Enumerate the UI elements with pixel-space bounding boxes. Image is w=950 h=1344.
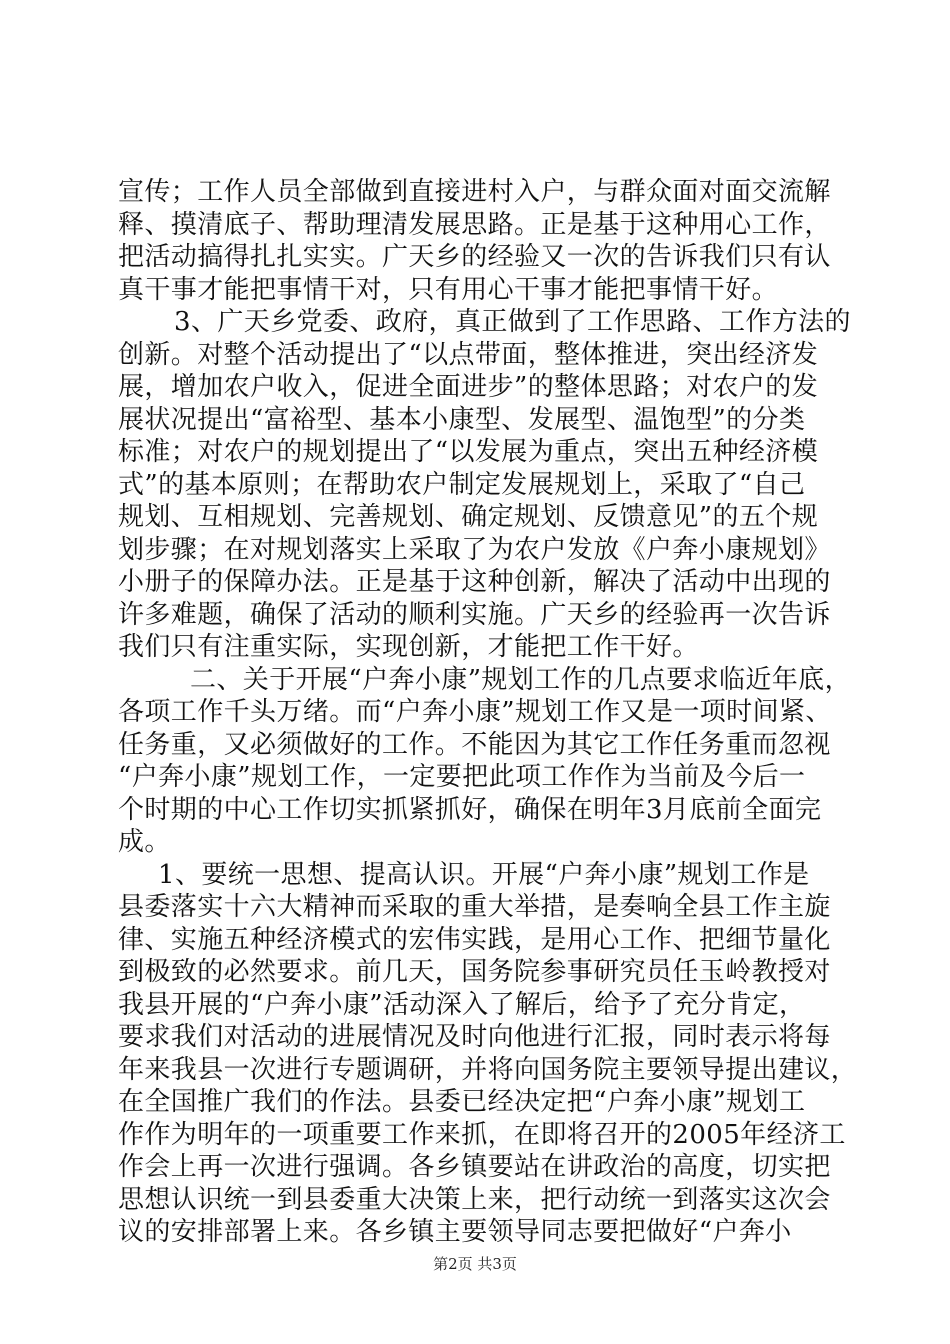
paragraph-line: 在全国推广我们的作法。县委已经决定把“户奔小康”规划工: [118, 1087, 806, 1117]
paragraph-line: 把活动搞得扎扎实实。广天乡的经验又一次的告诉我们只有认: [118, 242, 831, 272]
paragraph-line: 律、实施五种经济模式的宏伟实践，是用心工作、把细节量化: [118, 924, 831, 955]
page-number-footer: 第2页 共3页: [433, 1255, 517, 1273]
paragraph-line: 个时期的中心工作切实抓紧抓好，确保在明年3月底前全面完: [118, 794, 822, 825]
paragraph-line: 规划、互相规划、完善规划、确定规划、反馈意见”的五个规: [118, 502, 819, 532]
paragraph-line: 创新。对整个活动提出了“以点带面，整体推进，突出经济发: [118, 339, 819, 370]
paragraph-line: 议的安排部署上来。各乡镇主要领导同志要把做好“户奔小: [118, 1217, 792, 1247]
paragraph-line: 县委落实十六大精神而采取的重大举措，是奏响全县工作主旋: [118, 892, 831, 922]
paragraph-line: 我县开展的“户奔小康”活动深入了解后，给予了充分肯定，: [118, 989, 806, 1020]
section-heading-line: 二、关于开展“户奔小康”规划工作的几点要求临近年底，: [190, 664, 851, 695]
paragraph-line: 任务重，又必须做好的工作。不能因为其它工作任务重而忽视: [118, 729, 831, 760]
paragraph-line: 1、要统一思想、提高认识。开展“户奔小康”规划工作是: [158, 859, 810, 890]
paragraph-line: 要求我们对活动的进展情况及时向他进行汇报，同时表示将每: [118, 1022, 831, 1052]
paragraph-line: 划步骤；在对规划落实上采取了为农户发放《户奔小康规划》: [118, 534, 831, 565]
paragraph-line: 宣传；工作人员全部做到直接进村入户，与群众面对面交流解: [118, 177, 831, 207]
paragraph-line: 式”的基本原则；在帮助农户制定发展规划上，采取了“自己: [118, 469, 806, 500]
paragraph-line: 作会上再一次进行强调。各乡镇要站在讲政治的高度，切实把: [118, 1152, 831, 1182]
paragraph-line: 许多难题，确保了活动的顺利实施。广天乡的经验再一次告诉: [118, 599, 831, 630]
paragraph-line: 年来我县一次进行专题调研，并将向国务院主要领导提出建议，: [118, 1054, 858, 1085]
paragraph-line: 标准；对农户的规划提出了“以发展为重点，突出五种经济模: [118, 437, 819, 467]
document-body: [118, 176, 858, 1249]
paragraph-line: 思想认识统一到县委重大决策上来，把行动统一到落实这次会: [118, 1184, 831, 1215]
paragraph-line: “户奔小康”规划工作，一定要把此项工作作为当前及今后一: [118, 762, 806, 792]
paragraph-line: 成。: [118, 827, 171, 857]
paragraph-line: 3、广天乡党委、政府，真正做到了工作思路、工作方法的: [174, 307, 851, 337]
paragraph-line: 作作为明年的一项重要工作来抓，在即将召开的2005年经济工: [118, 1119, 846, 1150]
paragraph-line: 展，增加农户收入，促进全面进步”的整体思路；对农户的发: [118, 372, 819, 402]
paragraph-line: 真干事才能把事情干对，只有用心干事才能把事情干好。: [118, 274, 779, 305]
paragraph-line: 展状况提出“富裕型、基本小康型、发展型、温饱型”的分类: [118, 404, 806, 435]
paragraph-line: 释、摸清底子、帮助理清发展思路。正是基于这种用心工作，: [118, 209, 831, 240]
paragraph-line: 我们只有注重实际，实现创新，才能把工作干好。: [118, 632, 699, 662]
paragraph-line: 小册子的保障办法。正是基于这种创新，解决了活动中出现的: [118, 567, 831, 597]
paragraph-line: 到极致的必然要求。前几天，国务院参事研究员任玉岭教授对: [118, 957, 831, 987]
paragraph-line: 各项工作千头万绪。而“户奔小康”规划工作又是一项时间紧、: [118, 697, 832, 727]
